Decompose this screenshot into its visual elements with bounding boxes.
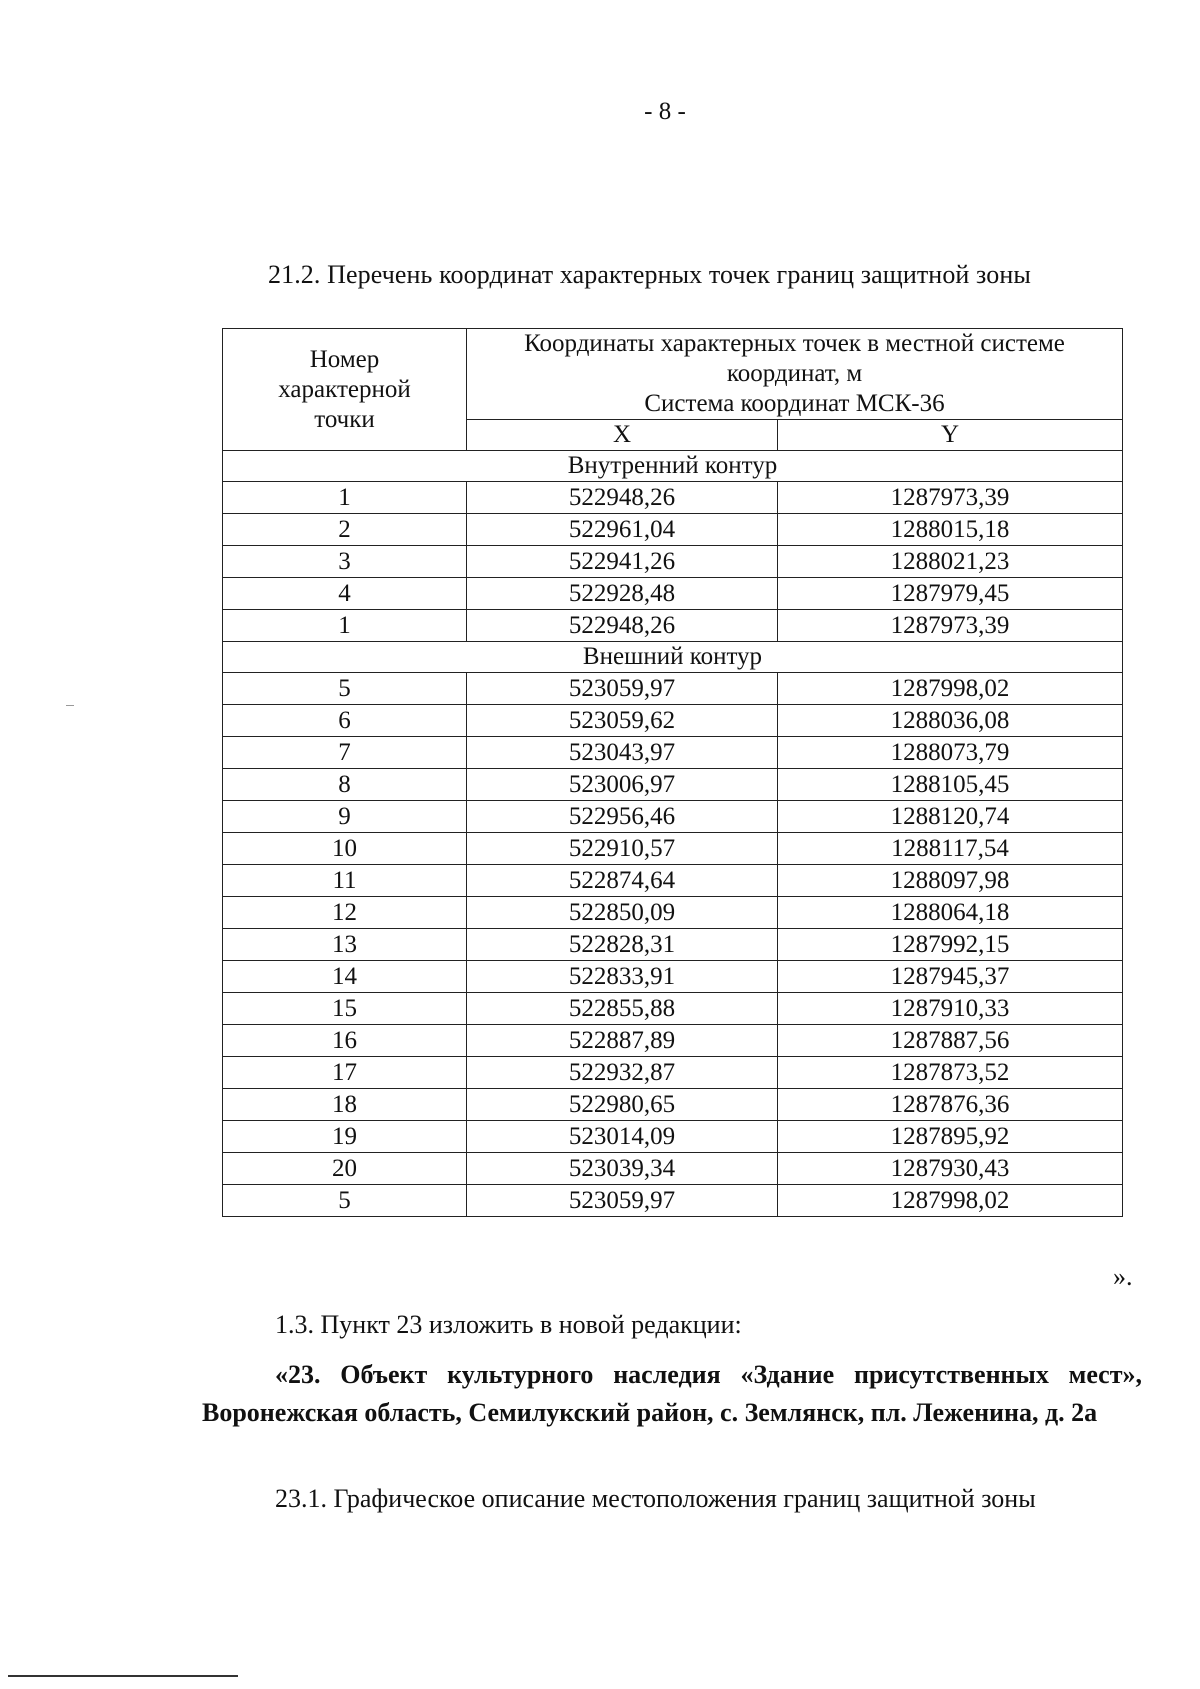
paragraph-23-1: 23.1. Графическое описание местоположения границ защитной зоны [275, 1484, 1036, 1513]
cell-y: 1288064,18 [778, 897, 1123, 929]
cell-x: 523059,97 [467, 1185, 778, 1217]
header-y: Y [778, 420, 1123, 451]
table-row [223, 1153, 1123, 1185]
cell-y: 1287887,56 [778, 1025, 1123, 1057]
cell-point-number: 1 [223, 482, 467, 514]
header-point-number: Номер характерной точки [223, 329, 467, 451]
paragraph-1-3: 1.3. Пункт 23 изложить в новой редакции: [275, 1310, 742, 1339]
cell-point-number: 15 [223, 993, 467, 1025]
cell-x: 522828,31 [467, 929, 778, 961]
cell-x: 523059,97 [467, 673, 778, 705]
cell-x: 523059,62 [467, 705, 778, 737]
table-row [223, 673, 1123, 705]
cell-point-number: 17 [223, 1057, 467, 1089]
cell-x: 522833,91 [467, 961, 778, 993]
table-row [223, 865, 1123, 897]
header-coords-line2: координат, м [726, 360, 863, 387]
cell-y: 1287876,36 [778, 1089, 1123, 1121]
cell-x: 522928,48 [467, 578, 778, 610]
cell-point-number: 11 [223, 865, 467, 897]
header-x: X [467, 420, 778, 451]
cell-point-number: 6 [223, 705, 467, 737]
section-21-2-heading: 21.2. Перечень координат характерных точек границ защитной зоны [268, 260, 1031, 289]
table-row [223, 1057, 1123, 1089]
cell-x: 522887,89 [467, 1025, 778, 1057]
page-number: - 8 - [644, 98, 686, 125]
table-row [223, 737, 1123, 769]
table-row [223, 1089, 1123, 1121]
cell-y: 1288105,45 [778, 769, 1123, 801]
cell-x: 522941,26 [467, 546, 778, 578]
cell-y: 1287945,37 [778, 961, 1123, 993]
cell-y: 1287973,39 [778, 610, 1123, 642]
cell-x: 522850,09 [467, 897, 778, 929]
cell-y: 1288036,08 [778, 705, 1123, 737]
cell-x: 522948,26 [467, 482, 778, 514]
cell-y: 1287930,43 [778, 1153, 1123, 1185]
cell-y: 1288015,18 [778, 514, 1123, 546]
cell-x: 522932,87 [467, 1057, 778, 1089]
footer-rule [8, 1675, 238, 1677]
paragraph-23-title: «23. Объект культурного наследия «Здание присутственных мест», Воронежская область, Семилукский район, с. Землянск, пл. Леженина, д. 2а [202, 1360, 1142, 1427]
table-row [223, 610, 1123, 642]
table-row [223, 801, 1123, 833]
cell-y: 1288120,74 [778, 801, 1123, 833]
cell-y: 1287973,39 [778, 482, 1123, 514]
cell-y: 1287998,02 [778, 1185, 1123, 1217]
cell-y: 1287895,92 [778, 1121, 1123, 1153]
table-row [223, 482, 1123, 514]
cell-y: 1288097,98 [778, 865, 1123, 897]
cell-point-number: 8 [223, 769, 467, 801]
table-row [223, 1025, 1123, 1057]
cell-x: 522855,88 [467, 993, 778, 1025]
cell-y: 1287873,52 [778, 1057, 1123, 1089]
cell-x: 522948,26 [467, 610, 778, 642]
scan-mark [66, 705, 74, 706]
cell-point-number: 20 [223, 1153, 467, 1185]
table-row [223, 833, 1123, 865]
cell-y: 1287979,45 [778, 578, 1123, 610]
cell-x: 523043,97 [467, 737, 778, 769]
cell-y: 1288021,23 [778, 546, 1123, 578]
cell-point-number: 3 [223, 546, 467, 578]
cell-x: 523006,97 [467, 769, 778, 801]
cell-y: 1287910,33 [778, 993, 1123, 1025]
inner-contour-label: Внутренний контур [223, 451, 1123, 482]
cell-point-number: 13 [223, 929, 467, 961]
cell-x: 522956,46 [467, 801, 778, 833]
cell-point-number: 5 [223, 1185, 467, 1217]
cell-point-number: 18 [223, 1089, 467, 1121]
cell-point-number: 9 [223, 801, 467, 833]
table-row [223, 769, 1123, 801]
header-coordinates [467, 329, 1123, 420]
cell-point-number: 12 [223, 897, 467, 929]
cell-point-number: 1 [223, 610, 467, 642]
cell-x: 522980,65 [467, 1089, 778, 1121]
cell-x: 522961,04 [467, 514, 778, 546]
header-coords-line3: Система координат МСК-36 [644, 390, 945, 417]
cell-point-number: 7 [223, 737, 467, 769]
table-row [223, 578, 1123, 610]
cell-point-number: 14 [223, 961, 467, 993]
cell-y: 1288117,54 [778, 833, 1123, 865]
cell-y: 1288073,79 [778, 737, 1123, 769]
cell-point-number: 4 [223, 578, 467, 610]
cell-y: 1287992,15 [778, 929, 1123, 961]
table-row [223, 929, 1123, 961]
cell-point-number: 16 [223, 1025, 467, 1057]
table-row [223, 705, 1123, 737]
cell-y: 1287998,02 [778, 673, 1123, 705]
table-row [223, 961, 1123, 993]
table-row [223, 514, 1123, 546]
cell-point-number: 2 [223, 514, 467, 546]
table-row [223, 546, 1123, 578]
closing-quote: ». [1113, 1262, 1133, 1291]
cell-point-number: 19 [223, 1121, 467, 1153]
cell-x: 522910,57 [467, 833, 778, 865]
cell-x: 523014,09 [467, 1121, 778, 1153]
header-coords-line1: Координаты характерных точек в местной системе [524, 330, 1065, 357]
outer-contour-label: Внешний контур [223, 642, 1123, 673]
cell-x: 523039,34 [467, 1153, 778, 1185]
cell-point-number: 5 [223, 673, 467, 705]
table-row [223, 1121, 1123, 1153]
table-row [223, 897, 1123, 929]
cell-x: 522874,64 [467, 865, 778, 897]
table-row [223, 993, 1123, 1025]
cell-point-number: 10 [223, 833, 467, 865]
coordinates-table [222, 328, 1123, 1217]
table-row [223, 1185, 1123, 1217]
